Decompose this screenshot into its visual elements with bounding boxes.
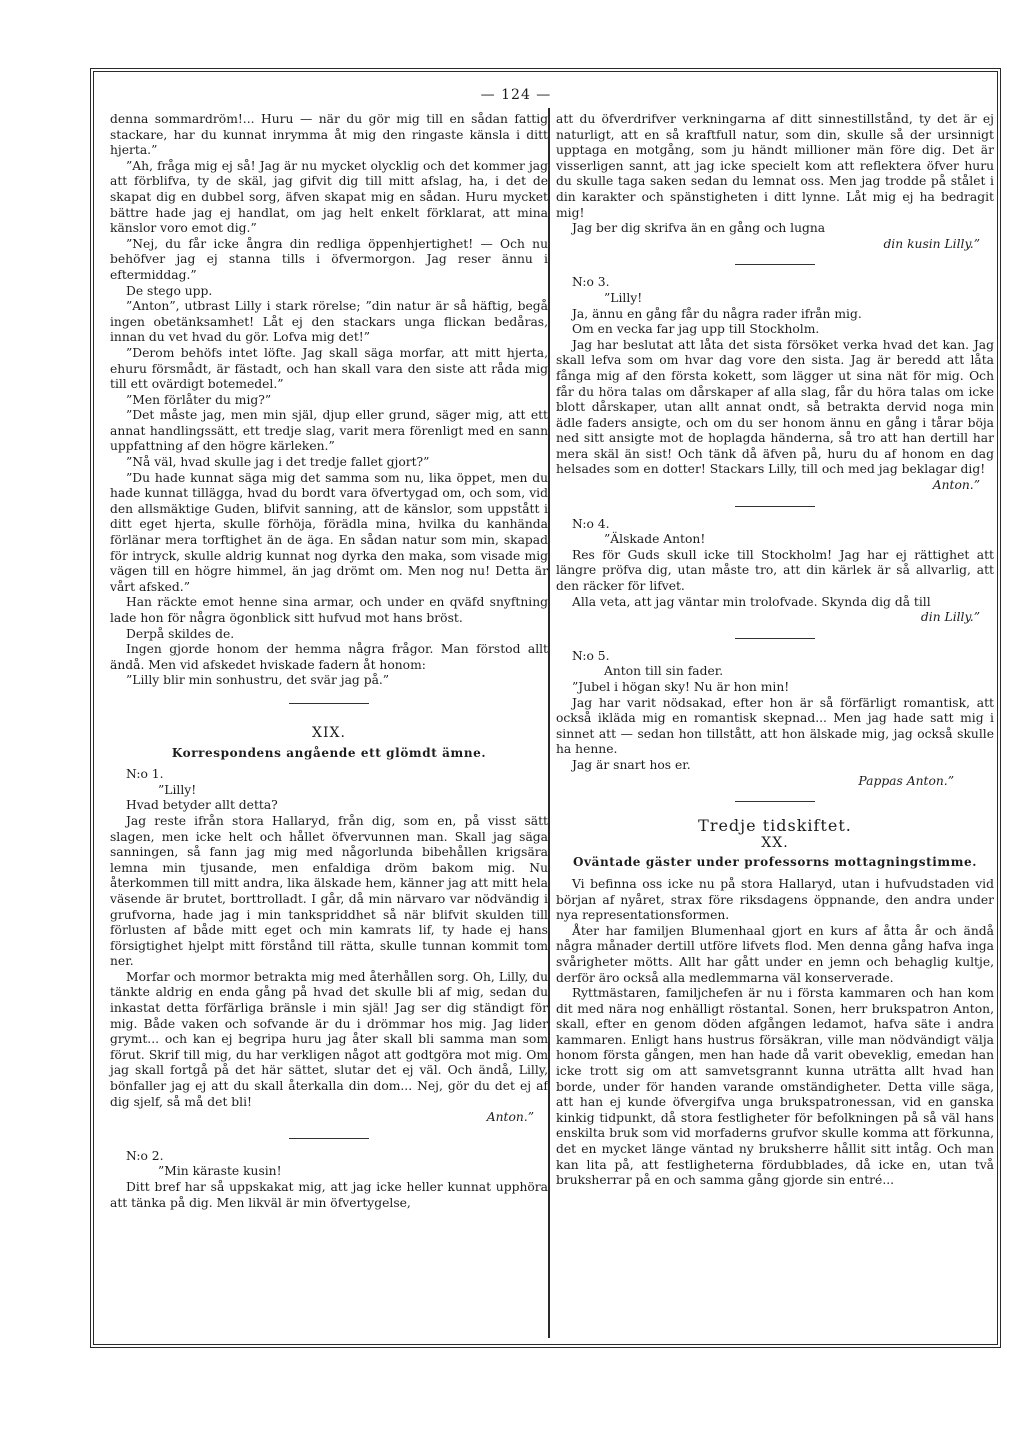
letter-signature: Anton.” (932, 478, 980, 493)
paragraph: Hvad betyder allt detta? (126, 798, 278, 813)
paragraph: denna sommardröm!... Huru — när du gör mig till en sådan fattig stackare, har du kunnat inrymma åt mig den ringaste känsla i ditt hjerta.” (110, 112, 548, 158)
page-number: — 124 — (480, 87, 552, 103)
letter-salutation: ”Älskade Anton! (604, 532, 706, 547)
paragraph: ”Det måste jag, men min själ, djup eller grund, säger mig, att ett annat handlingssätt, ett tredje slag, varit mera förenligt med en sann uppfattning af den högre kärleken.” (110, 408, 548, 454)
paragraph: Jag har beslutat att låta det sista försöket verka hvad det kan. Jag skall lefva som om hvar dag vore den sista. Jag är beredd att låta fånga mig af den första kokett, som lägger ut sina nät för mig. Och får du höra talas om dårskaper af alla slag, får du höra talas om icke blott dårskaper, utan allt annat ondt, så betrakta dervid noga min ädle faders ansigte, och om du ser honom ännu en gång i tårar böja ned sitt ansigte mot de hoplagda händerna, så tro att han dertill har mera skäl än sist! Och tänk då äfven på, huru du af honom en dag helsades som en dotter! Stackars Lilly, till och med jag beklagar dig! (556, 337, 994, 477)
letter-signature: din Lilly.” (920, 610, 980, 625)
letter-heading: Anton till sin fader. (604, 664, 724, 679)
chapter-title: Korrespondens angående ett glömdt ämne. (171, 745, 487, 760)
letter-number: N:o 2. (126, 1148, 164, 1163)
paragraph: ”Derom behöfs intet löfte. Jag skall säga morfar, att mitt hjerta, ehuru försmådt, är fästadt, och han skall vara den siste att råda mig till ett ovärdigt botemedel.” (110, 345, 548, 392)
paragraph: ”Nej, du får icke ångra din redliga öppenhjertighet! — Och nu behöfver jag ej stanna tills i öfvermorgon. Jag reser ännu i eftermiddag.” (110, 236, 548, 282)
section-rule (735, 638, 815, 639)
paragraph: ”Anton”, utbrast Lilly i stark rörelse; ”din natur är så häftig, begå ingen obetänksamhet! Låt ej den stackars unga flickan bedåras, innan du vet hvad du gör. Lofva mig det!” (110, 299, 548, 345)
letter-salutation: ”Lilly! (158, 782, 197, 797)
paragraph: ”Nå väl, hvad skulle jag i det tredje fallet gjort?” (126, 455, 430, 470)
paragraph: Res för Guds skull icke till Stockholm! Jag har ej rättighet att längre pröfva dig, utan måste tro, att din kärlek är så allvarlig, att den räcker för lifvet. (556, 547, 994, 594)
paragraph: att du öfverdrifver verkningarna af ditt sinnestillstånd, ty det är ej naturligt, att en så kraftfull natur, som din, skulle så der ursinnigt upptaga en motgång, som ju händt millioner män före dig. Det är visserligen sannt, att jag icke specielt kom att reflektera öfver huru du skulle taga saken sedan du lemnat oss. Men jag trodde på stålet i din karakter och spänstigheten i ditt lynne. Låt mig ej ha bedragit mig! (556, 112, 994, 220)
paragraph: Ditt bref har så uppskakat mig, att jag icke heller kunnat upphöra att tänka på dig. Men likväl är min öfvertygelse, (110, 1180, 548, 1210)
letter-number: N:o 3. (572, 275, 610, 290)
paragraph: ”Du hade kunnat säga mig det samma som nu, lika öppet, men du hade kunnat tillägga, hvad du bordt vara öfvertygad om, och som, vid den allsmäktige Guden, blifvit sanning, att de känslor, som uppstått i ditt eget hjerta, skulle förhöja, förädla mina, hvilka du kanhända förlänar mera torftighet än de äga. En sådan natur som min, skapad för intryck, skulle aldrig kunnat nog dyrka den maka, som visade mig vägen till en högre himmel, än jag drömt om. Men nog nu! Detta är vårt afsked.” (110, 470, 548, 594)
section-rule (735, 506, 815, 507)
letter-number: N:o 1. (126, 767, 164, 782)
paragraph: ”Jubel i högan sky! Nu är hon min! (572, 680, 790, 694)
letter-signature: Pappas Anton.” (858, 773, 954, 788)
paragraph: Jag ber dig skrifva än en gång och lugna (572, 221, 826, 236)
chapter-title: Oväntade gäster under professorns mottagningstimme. (572, 855, 978, 870)
letter-salutation: ”Lilly! (604, 290, 643, 305)
paragraph: Ja, ännu en gång får du några rader ifrån mig. (572, 306, 862, 321)
paragraph: Jag är snart hos er. (572, 757, 691, 772)
paragraph: De stego upp. (126, 283, 213, 298)
column-divider (548, 108, 550, 1338)
letter-signature: Anton.” (486, 1110, 534, 1125)
page-number-value: 124 (501, 87, 531, 103)
section-rule (735, 801, 815, 802)
letter-number: N:o 4. (572, 516, 610, 531)
paragraph: ”Men förlåter du mig?” (126, 392, 272, 407)
right-column (556, 112, 994, 1189)
paragraph: Jag har varit nödsakad, efter hon är så förfärligt romantisk, att också ikläda mig en romantisk skepnad... Men jag hade satt mig i sinnet att — sedan hon tillstått, att hon älskade mig, jag också skulle ha henne. (556, 695, 994, 757)
section-rule (735, 264, 815, 265)
paragraph: Åter har familjen Blumenhaal gjort en kurs af åtta år och ändå några månader dertill utföre lifvets flod. Men denna gång hafva inga svårigheter mötts. Allt har gått under en jemn och behaglig kultje, derför äro också alla medlemmarna väl konserverade. (556, 923, 994, 985)
letter-salutation: ”Min käraste kusin! (158, 1164, 282, 1179)
paragraph: Ryttmästaren, familjchefen är nu i första kammaren och han kom dit med nära nog enhälligt röstantal. Sonen, herr brukspatron Anton, skall, efter en genom döden afgången ledamot, hafva säte i andra kammaren. Enligt hans hustrus försäkran, ville man nödvändigt välja honom första gången, men han hade då varit obeveklig, emedan han icke trott sig om att samvetsgrannt kunna uträtta allt hvad han borde, under för handen varande omständigheter. Detta ville säga, att han ej kunde öfvergifva unga brukspatronessan, vid en ganska kinkig tidpunkt, då stora festligheter för befolkningen på så väl hans enskilta bruk som vid morfaderns grufvor skulle komma att förkunna, det en mycket länge väntad ny bruksherre hållit sitt intåg. Och man kan lita på, att festligheterna fördubblades, då icke en, utan två bruksherrar på en och samma gång gjorde sin entré... (556, 986, 994, 1188)
paragraph: Jag reste ifrån stora Hallaryd, från dig, som en, på visst sätt slagen, men icke helt och hållet öfvervunnen man. Skall jag säga sanningen, så fann jag mig med någorlunda bibehållen krigsära lemna min tjusande, men enfaldiga dröm bakom mig. Nu återkommen till mitt andra, lika älskade hem, känner jag att mitt hela väsende är brutet, borttrolladt. I går, då min närvaro var nödvändig i grufvorna, hade jag i min tankspriddhet så när blifvit skulden till förlusten af både mitt eget och min kamrats lif, ty hade ej hans försigtighet hjelpt mitt förstånd till rätta, skulle tunnan kommit tom ner. (110, 813, 548, 969)
section-rule (289, 1138, 369, 1139)
paragraph: Morfar och mormor betrakta mig med återhållen sorg. Oh, Lilly, du tänkte aldrig en enda gång på hvad det skulle bli af mig, sedan du inkastat detta förfärliga bränsle i min själ! Jag ser dig ständigt för mig. Både vaken och sofvande är du i drömmar hos mig. Jag lider grymt... och kan ej begripa huru jag åter skall bli samma man som förut. Skrif till mig, du har verkligen något att godtgöra mot mig. Om jag skall fortgå på det här sättet, slutar det ej väl. Och ändå, Lilly, bönfaller jag ej att du skall återkalla din dom... Nej, gör du det ej af dig sjelf, så må det bli! (110, 969, 548, 1109)
paragraph: Om en vecka far jag upp till Stockholm. (572, 322, 820, 337)
chapter-number: XX. (761, 834, 789, 851)
section-rule (289, 703, 369, 704)
paragraph: Derpå skildes de. (126, 626, 235, 641)
paragraph: ”Ah, fråga mig ej så! Jag är nu mycket olycklig och det kommer jag att förblifva, ty de skäl, jag gifvit dig till mitt afslag, ha, i det de skapat dig en dubbel sorg, äfven skapat mig en sådan. Huru mycket bättre hade jag ej handlat, om jag helt enkelt förklarat, att mina känslor voro emot dig.” (110, 158, 548, 236)
chapter-number: XIX. (312, 724, 346, 741)
paragraph: Ingen gjorde honom der hemma några frågor. Man förstod allt ändå. Men vid afskedet hviskade fadern åt honom: (110, 642, 548, 672)
paragraph: Alla veta, att jag väntar min trolofvade. Skynda dig då till (572, 594, 931, 609)
paragraph: Vi befinna oss icke nu på stora Hallaryd, utan i hufvudstaden vid början af nyåret, strax före riksdagens öppnande, den andra under nya representationsformen. (556, 876, 994, 923)
part-title: Tredje tidskiftet. (698, 816, 852, 836)
letter-signature: din kusin Lilly.” (883, 236, 980, 251)
left-column (110, 112, 548, 1211)
paragraph: Han räckte emot henne sina armar, och under en qväfd snyftning lade hon för några ögonblick sitt hufvud mot hans bröst. (110, 595, 548, 625)
paragraph: ”Lilly blir min sonhustru, det svär jag på.” (126, 673, 390, 688)
letter-number: N:o 5. (572, 648, 610, 663)
